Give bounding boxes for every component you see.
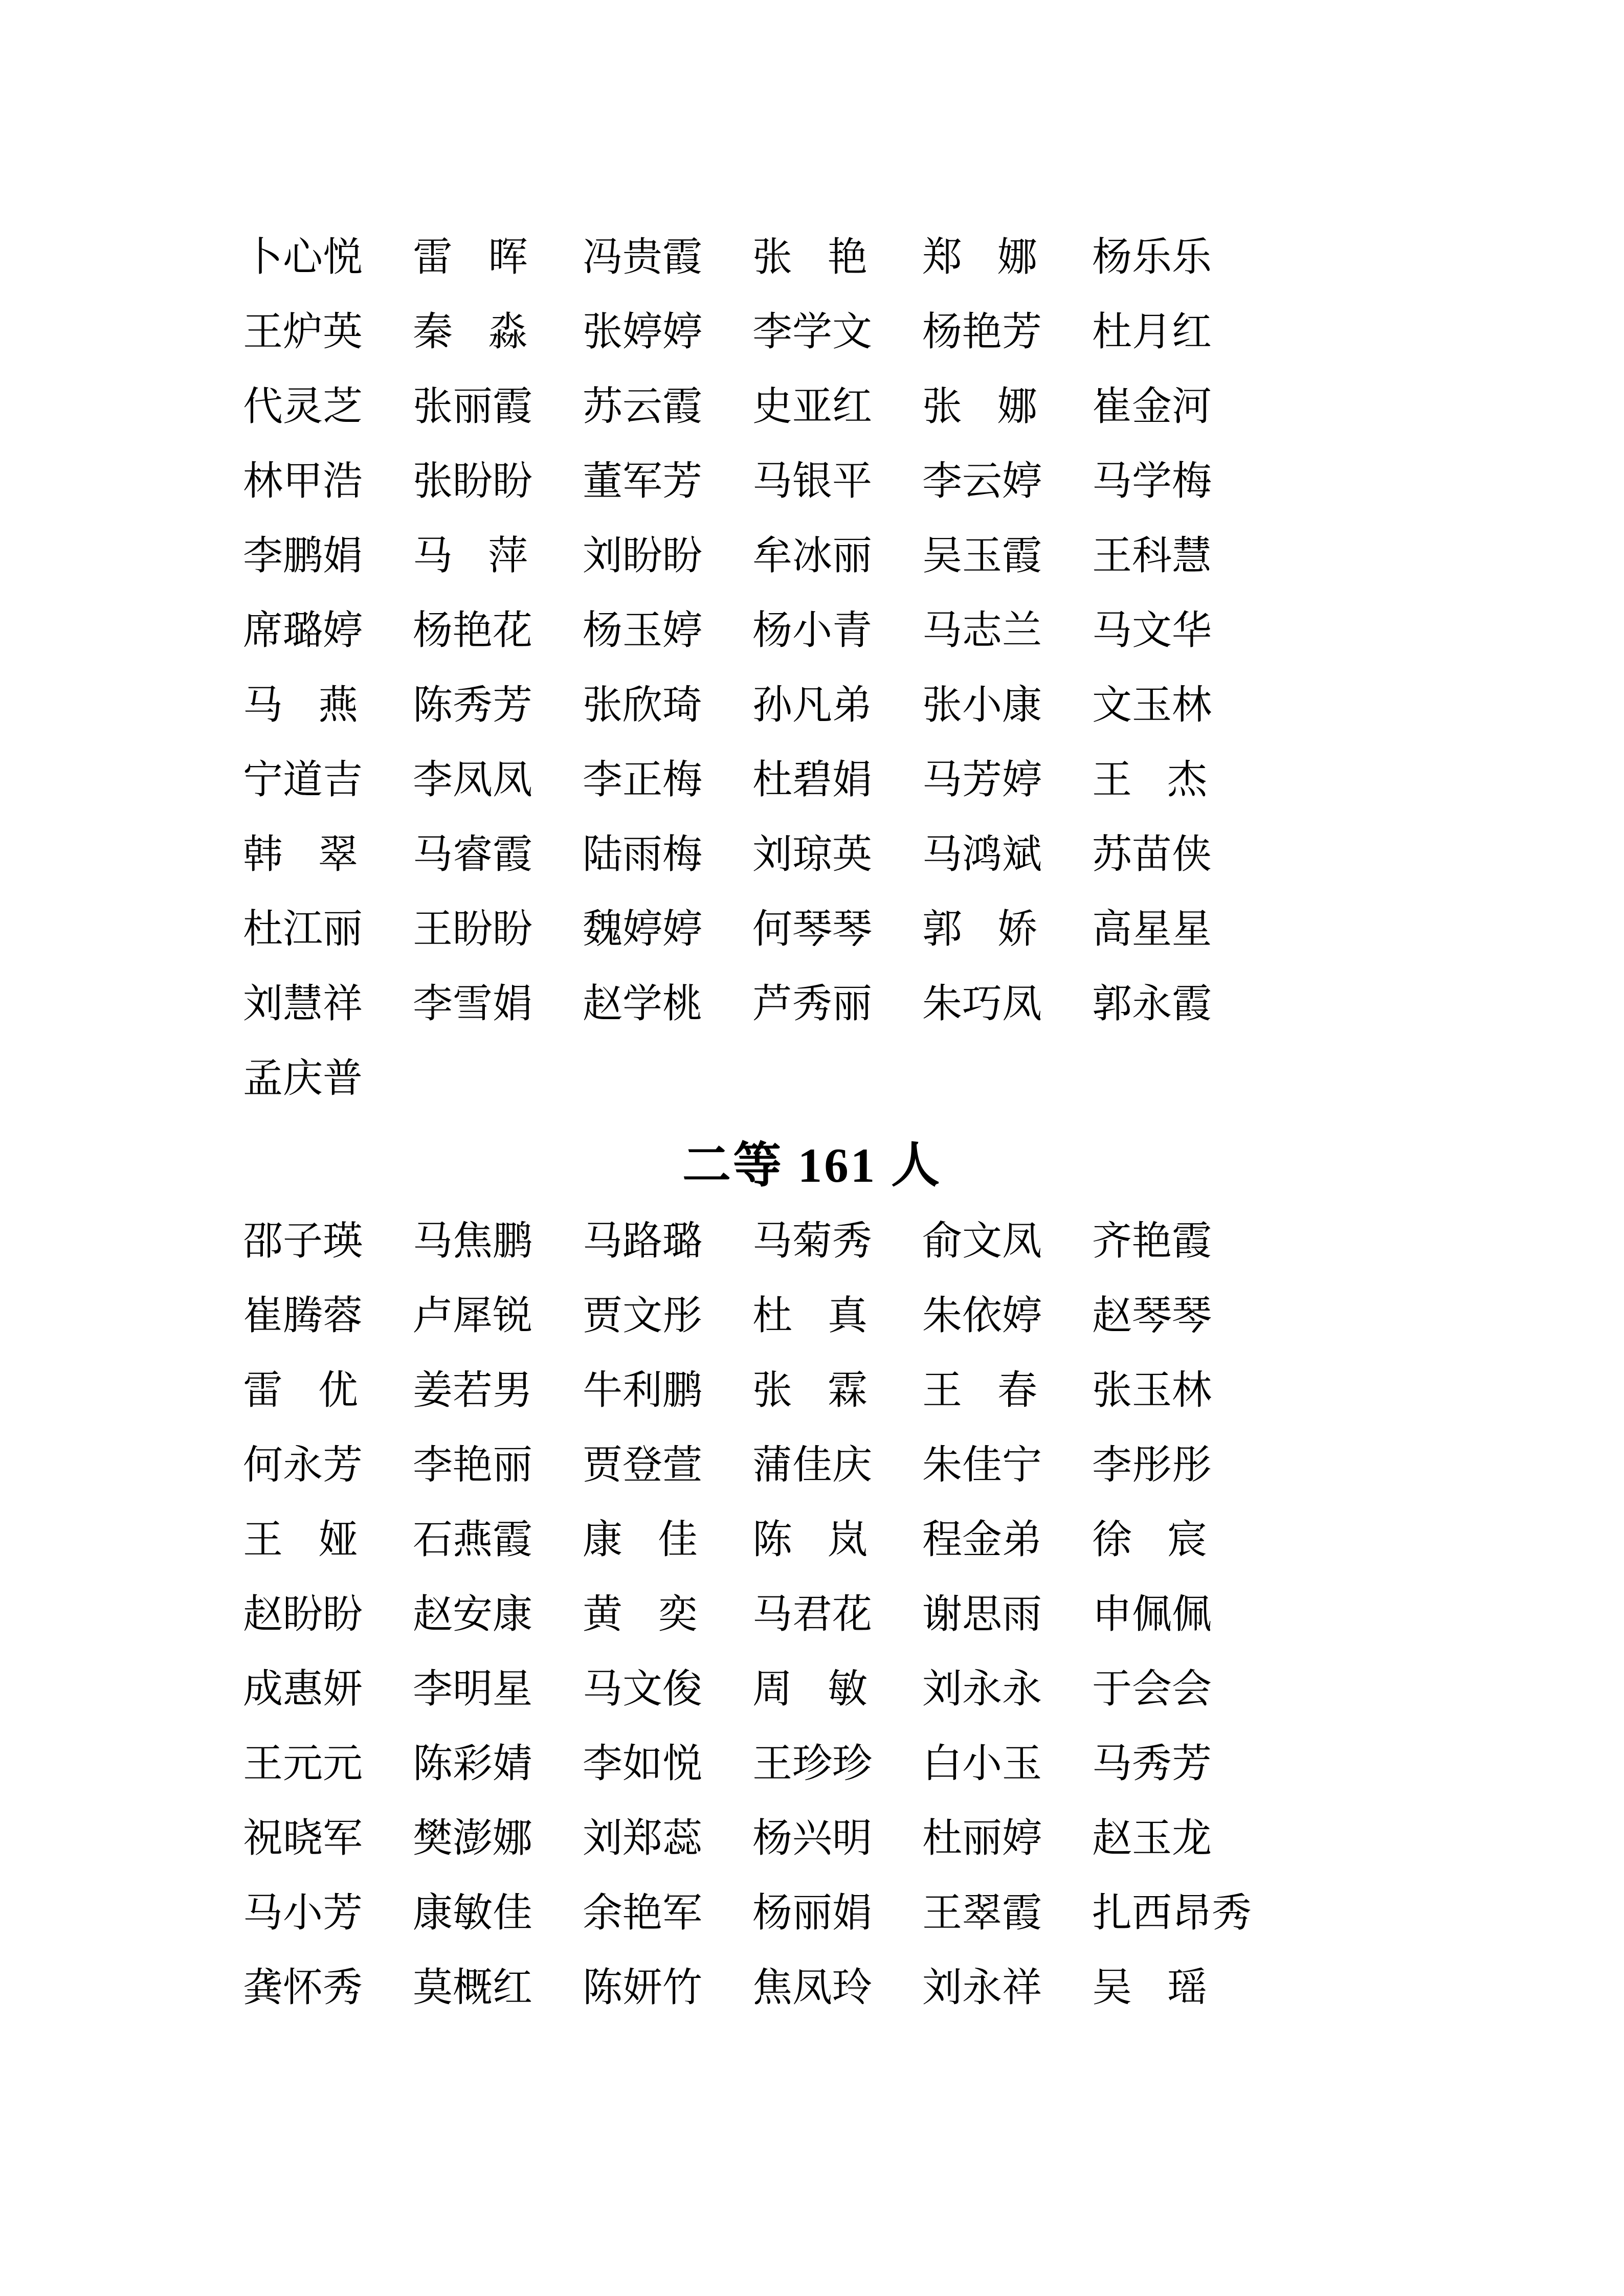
person-name: 李鹏娟	[243, 533, 363, 578]
person-name: 卜心悦	[243, 235, 363, 279]
person-name-char: 奕	[657, 1592, 698, 1636]
person-name	[243, 1517, 358, 1562]
person-name: 文玉林	[1092, 683, 1212, 727]
person-name-char: 娜	[997, 384, 1037, 429]
person-name: 杨艳花	[413, 608, 533, 652]
person-name: 张玉林	[1092, 1368, 1212, 1412]
person-name: 张婷婷	[583, 309, 703, 354]
person-name: 马秀芳	[1092, 1741, 1212, 1786]
person-name-char: 张	[922, 384, 963, 429]
name-row	[243, 1204, 1212, 1278]
person-name: 蒲佳庆	[752, 1443, 873, 1487]
name-row	[243, 1353, 1212, 1428]
person-name	[922, 384, 1037, 429]
person-name-char: 周	[752, 1667, 793, 1711]
person-name	[752, 1517, 867, 1562]
person-name	[752, 1370, 867, 1410]
person-name: 牟冰丽	[752, 533, 873, 578]
person-name: 郭永霞	[1092, 981, 1212, 1026]
person-name: 朱巧凤	[922, 981, 1042, 1026]
name-row	[243, 966, 1212, 1041]
person-name: 杨乐乐	[1092, 235, 1212, 279]
person-name	[243, 832, 358, 876]
person-name: 杨艳芳	[922, 309, 1042, 354]
person-name: 魏婷婷	[583, 907, 703, 951]
person-name	[413, 237, 528, 277]
person-name	[243, 685, 358, 725]
person-name: 杜月红	[1092, 309, 1212, 354]
person-name: 李明星	[413, 1667, 533, 1711]
person-name	[583, 1517, 698, 1562]
person-name: 马菊秀	[752, 1219, 873, 1263]
person-name: 李凤凤	[413, 757, 533, 802]
person-name: 康敏佳	[413, 1890, 533, 1935]
person-name-char: 吴	[1092, 1965, 1132, 2010]
name-row	[243, 1577, 1212, 1652]
person-name: 陆雨梅	[583, 832, 703, 876]
person-name-char: 徐	[1092, 1517, 1132, 1562]
person-name: 李如悦	[583, 1741, 703, 1786]
person-name-char: 娅	[318, 1517, 358, 1562]
person-name-char: 萍	[487, 533, 528, 578]
person-name-char: 黄	[583, 1592, 623, 1636]
person-name-char: 马	[243, 683, 283, 727]
person-name: 张欣琦	[583, 683, 703, 727]
name-row	[243, 742, 1207, 817]
person-name: 何永芳	[243, 1443, 363, 1487]
person-name-char: 王	[922, 1368, 963, 1412]
person-name-char: 雷	[413, 235, 453, 279]
person-name: 马鸿斌	[922, 832, 1042, 876]
person-name: 高星星	[1092, 907, 1212, 951]
person-name-char: 韩	[243, 832, 283, 876]
person-name: 马文俊	[583, 1667, 703, 1711]
person-name-char: 郭	[922, 907, 963, 951]
person-name: 赵琴琴	[1092, 1293, 1212, 1338]
person-name: 刘永永	[922, 1667, 1042, 1711]
person-name: 贾登萱	[583, 1443, 703, 1487]
person-name-char: 淼	[487, 309, 528, 354]
person-name: 杨玉婷	[583, 608, 703, 652]
name-row	[243, 1041, 1207, 1116]
person-name: 王盼盼	[413, 907, 533, 951]
person-name: 朱依婷	[922, 1293, 1042, 1338]
person-name-char: 晖	[487, 235, 528, 279]
person-name: 陈彩婧	[413, 1741, 533, 1786]
name-row	[243, 444, 1212, 519]
person-name: 杜丽婷	[922, 1816, 1042, 1860]
person-name: 芦秀丽	[752, 981, 873, 1026]
person-name	[752, 1293, 867, 1338]
person-name-char: 瑶	[1167, 1965, 1207, 2010]
person-name: 王炉英	[243, 309, 363, 354]
person-name: 张盼盼	[413, 459, 533, 503]
person-name: 刘永祥	[922, 1965, 1042, 2010]
person-name: 吴玉霞	[922, 533, 1042, 578]
name-row	[243, 593, 1212, 668]
person-name	[583, 1594, 698, 1634]
person-name: 杨兴明	[752, 1816, 873, 1860]
person-name: 杨小青	[752, 608, 873, 652]
person-name: 王元元	[243, 1741, 363, 1786]
person-name: 俞文凤	[922, 1219, 1042, 1263]
person-name-char: 燕	[318, 683, 358, 727]
person-name: 焦凤玲	[752, 1965, 873, 2010]
person-name-char: 翠	[318, 832, 358, 876]
person-name	[1092, 757, 1207, 802]
person-name: 王翠霞	[922, 1890, 1042, 1935]
person-name: 马焦鹏	[413, 1219, 533, 1263]
person-name: 白小玉	[922, 1741, 1042, 1786]
person-name: 谢思雨	[922, 1592, 1042, 1636]
person-name: 杨丽娟	[752, 1890, 873, 1935]
person-name: 李雪娟	[413, 981, 533, 1026]
person-name: 刘琼英	[752, 832, 873, 876]
name-row	[243, 1502, 1207, 1577]
person-name: 王科慧	[1092, 533, 1212, 578]
name-row	[243, 1801, 1212, 1876]
person-name: 樊澎娜	[413, 1816, 533, 1860]
person-name: 扎西昂秀	[1092, 1890, 1252, 1935]
person-name-char: 张	[752, 235, 793, 279]
person-name: 成惠妍	[243, 1667, 363, 1711]
person-name: 苏苗侠	[1092, 832, 1212, 876]
person-name: 朱佳宁	[922, 1443, 1042, 1487]
person-name: 马银平	[752, 459, 873, 503]
second-grade-name-list	[243, 1204, 1252, 2025]
person-name: 刘盼盼	[583, 533, 703, 578]
person-name: 李彤彤	[1092, 1443, 1212, 1487]
person-name: 姜若男	[413, 1368, 533, 1412]
name-row	[243, 668, 1212, 742]
person-name: 李云婷	[922, 459, 1042, 503]
person-name: 马志兰	[922, 608, 1042, 652]
name-row	[243, 220, 1212, 295]
person-name-char: 春	[997, 1368, 1037, 1412]
person-name: 马芳婷	[922, 757, 1042, 802]
person-name	[752, 1669, 867, 1709]
person-name: 赵玉龙	[1092, 1816, 1212, 1860]
person-name-char: 雷	[243, 1368, 283, 1412]
person-name: 马睿霞	[413, 832, 533, 876]
person-name: 董军芳	[583, 459, 703, 503]
person-name: 杜碧娟	[752, 757, 873, 802]
person-name: 刘慧祥	[243, 981, 363, 1026]
person-name-char: 郑	[922, 235, 963, 279]
person-name: 冯贵霞	[583, 235, 703, 279]
person-name: 马学梅	[1092, 459, 1212, 503]
person-name-char: 艳	[827, 235, 867, 279]
person-name: 齐艳霞	[1092, 1219, 1212, 1263]
name-row	[243, 892, 1212, 966]
person-name-char: 康	[583, 1517, 623, 1562]
person-name	[413, 533, 528, 578]
second-grade-section-heading: 二等 161 人	[682, 1138, 942, 1192]
person-name: 贾文彤	[583, 1293, 703, 1338]
person-name: 杜江丽	[243, 907, 363, 951]
person-name: 赵盼盼	[243, 1592, 363, 1636]
person-name-char: 王	[1092, 757, 1132, 802]
person-name: 余艳军	[583, 1890, 703, 1935]
person-name	[243, 1370, 358, 1410]
person-name-char: 张	[752, 1368, 793, 1412]
person-name-char: 马	[413, 533, 453, 578]
person-name-char: 王	[243, 1517, 283, 1562]
person-name: 邵子瑛	[243, 1219, 363, 1263]
person-name: 孙凡弟	[752, 683, 873, 727]
name-row	[243, 295, 1212, 369]
person-name	[1092, 1517, 1207, 1562]
name-row	[243, 519, 1212, 593]
person-name: 崔腾蓉	[243, 1293, 363, 1338]
person-name	[1092, 1965, 1207, 2010]
person-name: 刘郑蕊	[583, 1816, 703, 1860]
person-name: 马小芳	[243, 1890, 363, 1935]
person-name: 席璐婷	[243, 608, 363, 652]
person-name: 石燕霞	[413, 1517, 533, 1562]
person-name: 于会会	[1092, 1667, 1212, 1711]
person-name-char: 佳	[657, 1517, 698, 1562]
name-row	[243, 1726, 1212, 1801]
name-row	[243, 1652, 1212, 1726]
person-name: 马文华	[1092, 608, 1212, 652]
person-name-char: 杰	[1167, 757, 1207, 802]
person-name: 马君花	[752, 1592, 873, 1636]
person-name-char: 秦	[413, 309, 453, 354]
person-name: 张小康	[922, 683, 1042, 727]
person-name	[922, 237, 1037, 277]
person-name: 陈妍竹	[583, 1965, 703, 2010]
person-name-char: 宸	[1167, 1517, 1207, 1562]
name-row	[243, 1876, 1252, 1950]
document-page	[243, 220, 1381, 2025]
person-name: 牛利鹏	[583, 1368, 703, 1412]
person-name-char: 真	[827, 1293, 867, 1338]
name-row	[243, 1428, 1212, 1502]
person-name: 李正梅	[583, 757, 703, 802]
name-row	[243, 817, 1212, 892]
person-name: 申佩佩	[1092, 1592, 1212, 1636]
person-name: 张丽霞	[413, 384, 533, 429]
first-grade-name-list	[243, 220, 1212, 1116]
person-name	[413, 309, 528, 354]
person-name-char: 岚	[827, 1517, 867, 1562]
person-name: 赵学桃	[583, 981, 703, 1026]
person-name-char: 杜	[752, 1293, 793, 1338]
person-name: 崔金河	[1092, 384, 1212, 429]
person-name: 莫概红	[413, 1965, 533, 2010]
person-name	[922, 1370, 1037, 1410]
person-name: 宁道吉	[243, 757, 363, 802]
name-row	[243, 1278, 1212, 1353]
person-name: 祝晓军	[243, 1816, 363, 1860]
person-name-char: 陈	[752, 1517, 793, 1562]
person-name-char: 娜	[997, 235, 1037, 279]
name-row	[243, 1950, 1207, 2025]
person-name: 李艳丽	[413, 1443, 533, 1487]
name-row	[243, 369, 1212, 444]
person-name: 何琴琴	[752, 907, 873, 951]
person-name: 马路璐	[583, 1219, 703, 1263]
person-name: 史亚红	[752, 384, 873, 429]
person-name-char: 娇	[997, 907, 1037, 951]
person-name: 程金弟	[922, 1517, 1042, 1562]
person-name-char: 优	[318, 1368, 358, 1412]
person-name: 代灵芝	[243, 384, 363, 429]
person-name: 龚怀秀	[243, 1965, 363, 2010]
person-name: 李学文	[752, 309, 873, 354]
person-name-char: 霖	[827, 1368, 867, 1412]
person-name	[752, 237, 867, 277]
person-name: 孟庆普	[243, 1056, 363, 1100]
person-name: 卢犀锐	[413, 1293, 533, 1338]
person-name	[922, 909, 1037, 949]
person-name-char: 敏	[827, 1667, 867, 1711]
person-name: 王珍珍	[752, 1741, 873, 1786]
person-name: 林甲浩	[243, 459, 363, 503]
person-name: 陈秀芳	[413, 683, 533, 727]
person-name: 苏云霞	[583, 384, 703, 429]
person-name: 赵安康	[413, 1592, 533, 1636]
